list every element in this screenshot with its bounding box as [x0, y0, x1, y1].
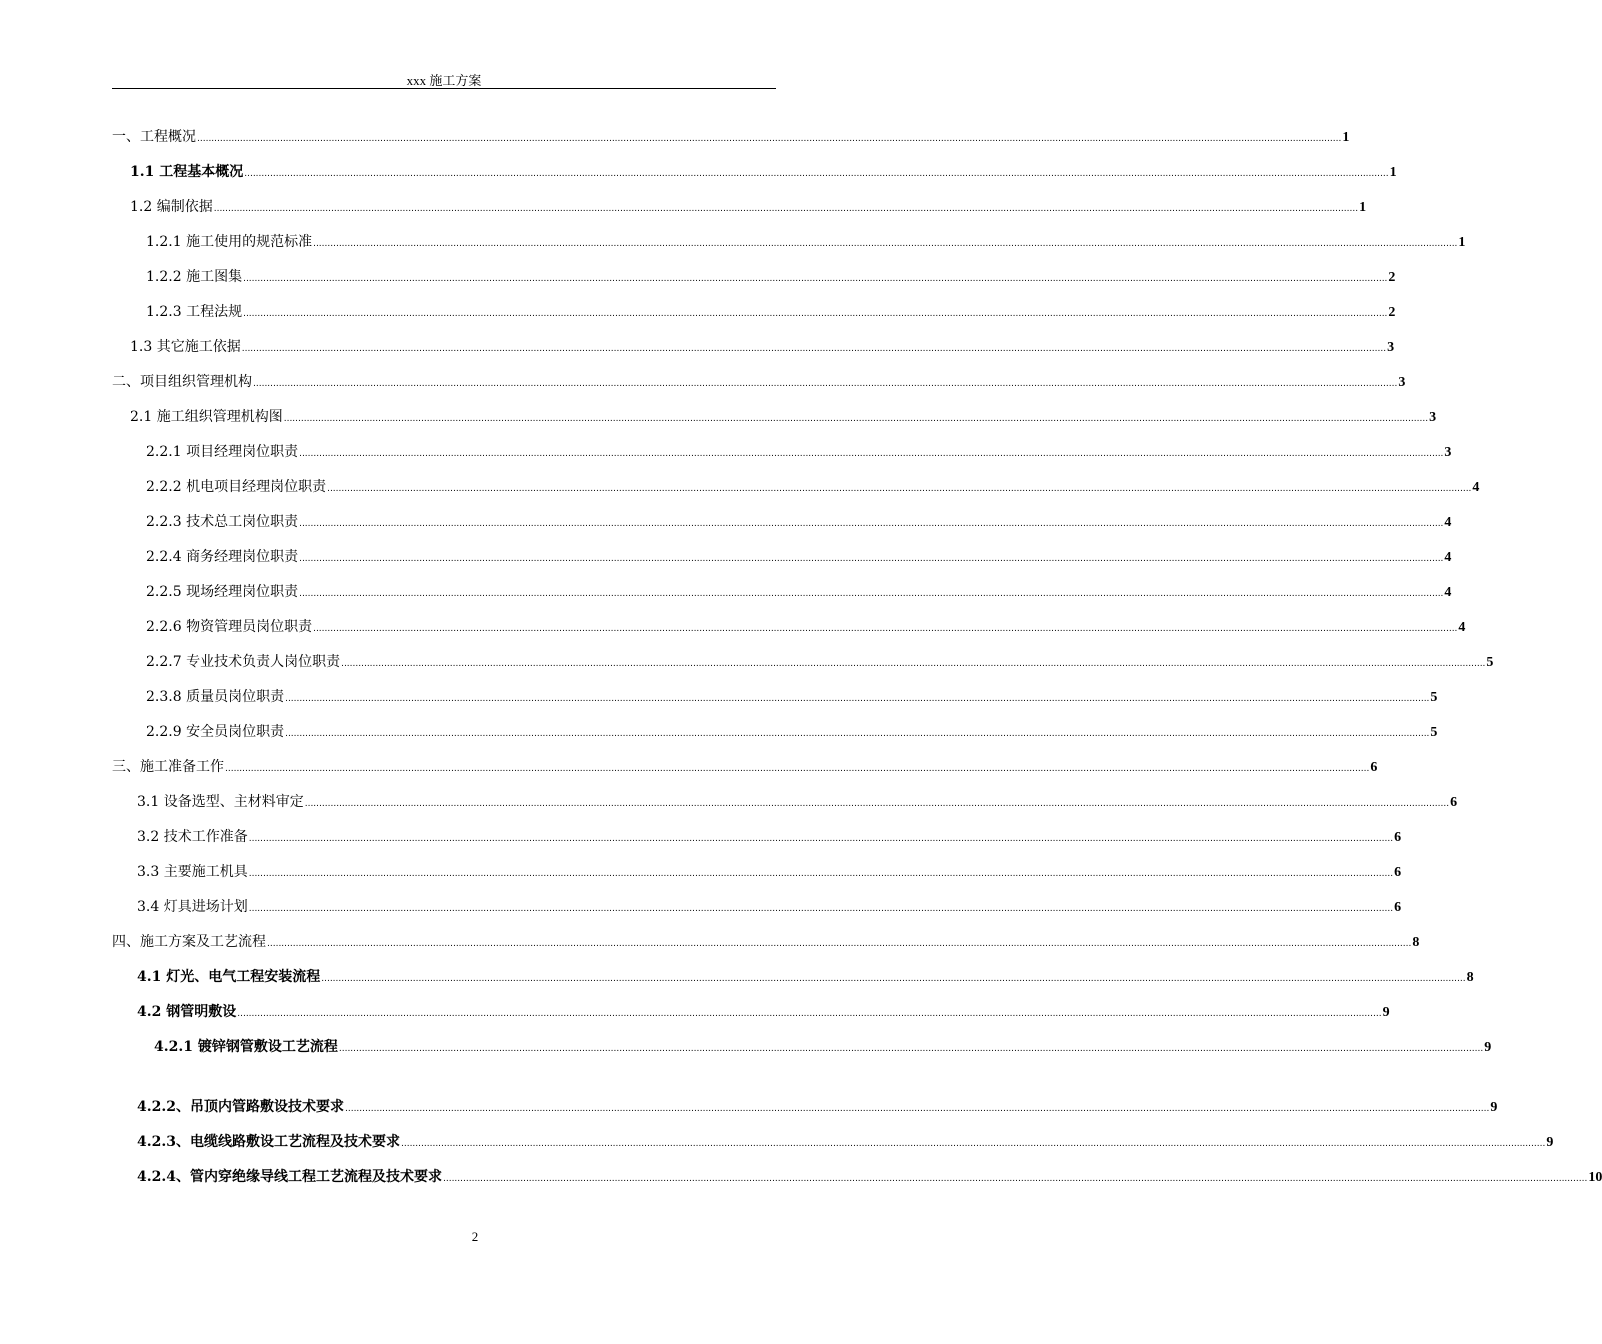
toc-entry[interactable] [112, 931, 1420, 953]
page-number: 2 [471, 1229, 479, 1244]
toc-entry-label: 1.2.1 施工使用的规范标准 [146, 234, 313, 250]
toc-entry-label: 四、施工方案及工艺流程 [112, 934, 266, 950]
toc-entry[interactable] [146, 266, 1396, 288]
toc-entry-label: 3.2 技术工作准备 [137, 829, 248, 845]
toc-entry-page: 6 [1450, 795, 1458, 810]
toc-leader-dots: ................................................................................................................................................................................................................................................................................................................................................................................................................ [341, 659, 1486, 669]
toc-entry-page: 5 [1430, 725, 1438, 740]
toc-entry-page: 4 [1444, 515, 1452, 530]
toc-entry-page: 8 [1412, 935, 1420, 950]
toc-entry-page: 2 [1388, 305, 1396, 320]
toc-entry-label: 三、施工准备工作 [112, 759, 224, 775]
toc-entry[interactable] [146, 231, 1466, 253]
toc-leader-dots: ................................................................................................................................................................................................................................................................................................................................................................................................................ [442, 1174, 1588, 1184]
toc-entry-page: 3 [1398, 375, 1406, 390]
toc-leader-dots: ................................................................................................................................................................................................................................................................................................................................................................................................................ [285, 694, 1430, 704]
toc-entry-page: 6 [1370, 760, 1378, 775]
toc-entry-page: 1 [1359, 200, 1367, 215]
toc-leader-dots: ................................................................................................................................................................................................................................................................................................................................................................................................................ [321, 974, 1466, 984]
toc-entry[interactable] [137, 826, 1402, 848]
toc-entry-page: 3 [1429, 410, 1437, 425]
toc-entry-label: 2.1 施工组织管理机构图 [130, 409, 283, 425]
toc-entry-page: 1 [1458, 235, 1466, 250]
toc-entry-label: 3.3 主要施工机具 [137, 864, 248, 880]
toc-entry-page: 4 [1472, 480, 1480, 495]
toc-entry-label: 1.2.3 工程法规 [146, 304, 243, 320]
toc-leader-dots: ................................................................................................................................................................................................................................................................................................................................................................................................................ [243, 309, 1388, 319]
toc-leader-dots: ................................................................................................................................................................................................................................................................................................................................................................................................................ [241, 344, 1387, 354]
toc-entry-label: 2.2.2 机电项目经理岗位职责 [146, 479, 327, 495]
toc-entry-page: 1 [1342, 130, 1350, 145]
toc-leader-dots: ................................................................................................................................................................................................................................................................................................................................................................................................................ [213, 204, 1359, 214]
toc-entry[interactable] [112, 756, 1378, 778]
toc-leader-dots: ................................................................................................................................................................................................................................................................................................................................................................................................................ [299, 519, 1444, 529]
toc-leader-dots: ................................................................................................................................................................................................................................................................................................................................................................................................................ [248, 904, 1394, 914]
toc-entry-page: 4 [1458, 620, 1466, 635]
toc-entry-label: 2.2.6 物资管理员岗位职责 [146, 619, 313, 635]
toc-leader-dots: ................................................................................................................................................................................................................................................................................................................................................................................................................ [299, 449, 1444, 459]
toc-entry-page: 3 [1444, 445, 1452, 460]
toc-entry-label: 1.3 其它施工依据 [130, 339, 241, 355]
toc-entry[interactable] [137, 1096, 1498, 1118]
toc-entry-label: 3.1 设备选型、主材料审定 [137, 794, 304, 810]
toc-entry[interactable] [146, 721, 1438, 743]
toc-entry-label: 2.2.1 项目经理岗位职责 [146, 444, 299, 460]
toc-entry[interactable] [130, 161, 1397, 183]
toc-entry[interactable] [146, 301, 1396, 323]
toc-entry-page: 2 [1388, 270, 1396, 285]
toc-entry-page: 5 [1486, 655, 1494, 670]
toc-entry-page: 10 [1588, 1170, 1602, 1185]
toc-entry[interactable] [137, 1166, 1602, 1188]
toc-entry-label: 4.2.2、吊顶内管路敷设技术要求 [137, 1099, 344, 1115]
running-header: xxx 施工方案 [406, 73, 482, 88]
toc-entry-label: 2.3.8 质量员岗位职责 [146, 689, 285, 705]
toc-leader-dots: ................................................................................................................................................................................................................................................................................................................................................................................................................ [344, 1104, 1490, 1114]
header-rule [112, 88, 776, 89]
toc-entry[interactable] [146, 686, 1438, 708]
toc-entry-label: 1.1 工程基本概况 [130, 164, 244, 180]
toc-entry[interactable] [130, 336, 1395, 358]
toc-leader-dots: ................................................................................................................................................................................................................................................................................................................................................................................................................ [338, 1044, 1484, 1054]
toc-entry[interactable] [137, 966, 1474, 988]
toc-entry[interactable] [137, 861, 1402, 883]
toc-entry-page: 5 [1430, 690, 1438, 705]
toc-entry-label: 2.2.5 现场经理岗位职责 [146, 584, 299, 600]
toc-entry[interactable] [154, 1036, 1492, 1058]
toc-entry-label: 1.2.2 施工图集 [146, 269, 243, 285]
toc-leader-dots: ................................................................................................................................................................................................................................................................................................................................................................................................................ [313, 624, 1458, 634]
toc-entry-page: 1 [1389, 165, 1397, 180]
toc-leader-dots: ................................................................................................................................................................................................................................................................................................................................................................................................................ [248, 869, 1394, 879]
toc-entry[interactable] [146, 441, 1452, 463]
toc-entry[interactable] [137, 791, 1458, 813]
toc-entry-label: 2.2.9 安全员岗位职责 [146, 724, 285, 740]
toc-entry-page: 9 [1382, 1005, 1390, 1020]
toc-leader-dots: ................................................................................................................................................................................................................................................................................................................................................................................................................ [299, 554, 1444, 564]
toc-entry[interactable] [146, 476, 1480, 498]
toc-entry-label: 4.2.3、电缆线路敷设工艺流程及技术要求 [137, 1134, 400, 1150]
toc-entry-label: 一、工程概况 [112, 129, 196, 145]
toc-entry[interactable] [146, 546, 1452, 568]
toc-entry-page: 6 [1394, 830, 1402, 845]
toc-entry[interactable] [146, 581, 1452, 603]
toc-entry-label: 4.1 灯光、电气工程安装流程 [137, 969, 321, 985]
toc-leader-dots: ................................................................................................................................................................................................................................................................................................................................................................................................................ [327, 484, 1472, 494]
toc-entry-label: 1.2 编制依据 [130, 199, 213, 215]
toc-leader-dots: ................................................................................................................................................................................................................................................................................................................................................................................................................ [225, 764, 1370, 774]
toc-entry-page: 8 [1466, 970, 1474, 985]
toc-entry-label: 2.2.7 专业技术负责人岗位职责 [146, 654, 341, 670]
toc-entry-page: 4 [1444, 585, 1452, 600]
toc-entry[interactable] [146, 651, 1494, 673]
toc-leader-dots: ................................................................................................................................................................................................................................................................................................................................................................................................................ [304, 799, 1450, 809]
toc-leader-dots: ................................................................................................................................................................................................................................................................................................................................................................................................................ [243, 274, 1388, 284]
toc-leader-dots: ................................................................................................................................................................................................................................................................................................................................................................................................................ [299, 589, 1444, 599]
toc-entry-page: 3 [1387, 340, 1395, 355]
toc-leader-dots: ................................................................................................................................................................................................................................................................................................................................................................................................................ [248, 834, 1394, 844]
toc-leader-dots: ................................................................................................................................................................................................................................................................................................................................................................................................................ [237, 1009, 1382, 1019]
toc-entry-label: 4.2.1 镀锌钢管敷设工艺流程 [154, 1039, 338, 1055]
toc-entry[interactable] [130, 196, 1367, 218]
toc-leader-dots: ................................................................................................................................................................................................................................................................................................................................................................................................................ [400, 1139, 1546, 1149]
toc-entry-page: 9 [1546, 1135, 1554, 1150]
toc-entry-label: 二、项目组织管理机构 [112, 374, 252, 390]
toc-entry-page: 9 [1490, 1100, 1498, 1115]
toc-entry[interactable] [146, 616, 1466, 638]
toc-entry-label: 4.2 钢管明敷设 [137, 1004, 237, 1020]
toc-leader-dots: ................................................................................................................................................................................................................................................................................................................................................................................................................ [244, 169, 1389, 179]
toc-entry[interactable] [112, 371, 1406, 393]
toc-entry[interactable] [137, 896, 1402, 918]
toc-entry-label: 4.2.4、管内穿绝缘导线工程工艺流程及技术要求 [137, 1169, 442, 1185]
toc-leader-dots: ................................................................................................................................................................................................................................................................................................................................................................................................................ [313, 239, 1458, 249]
toc-entry[interactable] [146, 511, 1452, 533]
toc-entry-page: 6 [1394, 900, 1402, 915]
toc-entry-label: 2.2.4 商务经理岗位职责 [146, 549, 299, 565]
toc-entry-label: 2.2.3 技术总工岗位职责 [146, 514, 299, 530]
toc-entry-page: 4 [1444, 550, 1452, 565]
toc-leader-dots: ................................................................................................................................................................................................................................................................................................................................................................................................................ [283, 414, 1429, 424]
toc-leader-dots: ................................................................................................................................................................................................................................................................................................................................................................................................................ [285, 729, 1430, 739]
toc-entry[interactable] [130, 406, 1437, 428]
toc-entry[interactable] [137, 1131, 1554, 1153]
toc-leader-dots: ................................................................................................................................................................................................................................................................................................................................................................................................................ [197, 134, 1342, 144]
toc-entry-label: 3.4 灯具进场计划 [137, 899, 248, 915]
toc-leader-dots: ................................................................................................................................................................................................................................................................................................................................................................................................................ [253, 379, 1398, 389]
toc-leader-dots: ................................................................................................................................................................................................................................................................................................................................................................................................................ [267, 939, 1412, 949]
toc-entry-page: 6 [1394, 865, 1402, 880]
toc-entry-page: 9 [1484, 1040, 1492, 1055]
toc-entry[interactable] [112, 126, 1350, 148]
toc-entry[interactable] [137, 1001, 1390, 1023]
